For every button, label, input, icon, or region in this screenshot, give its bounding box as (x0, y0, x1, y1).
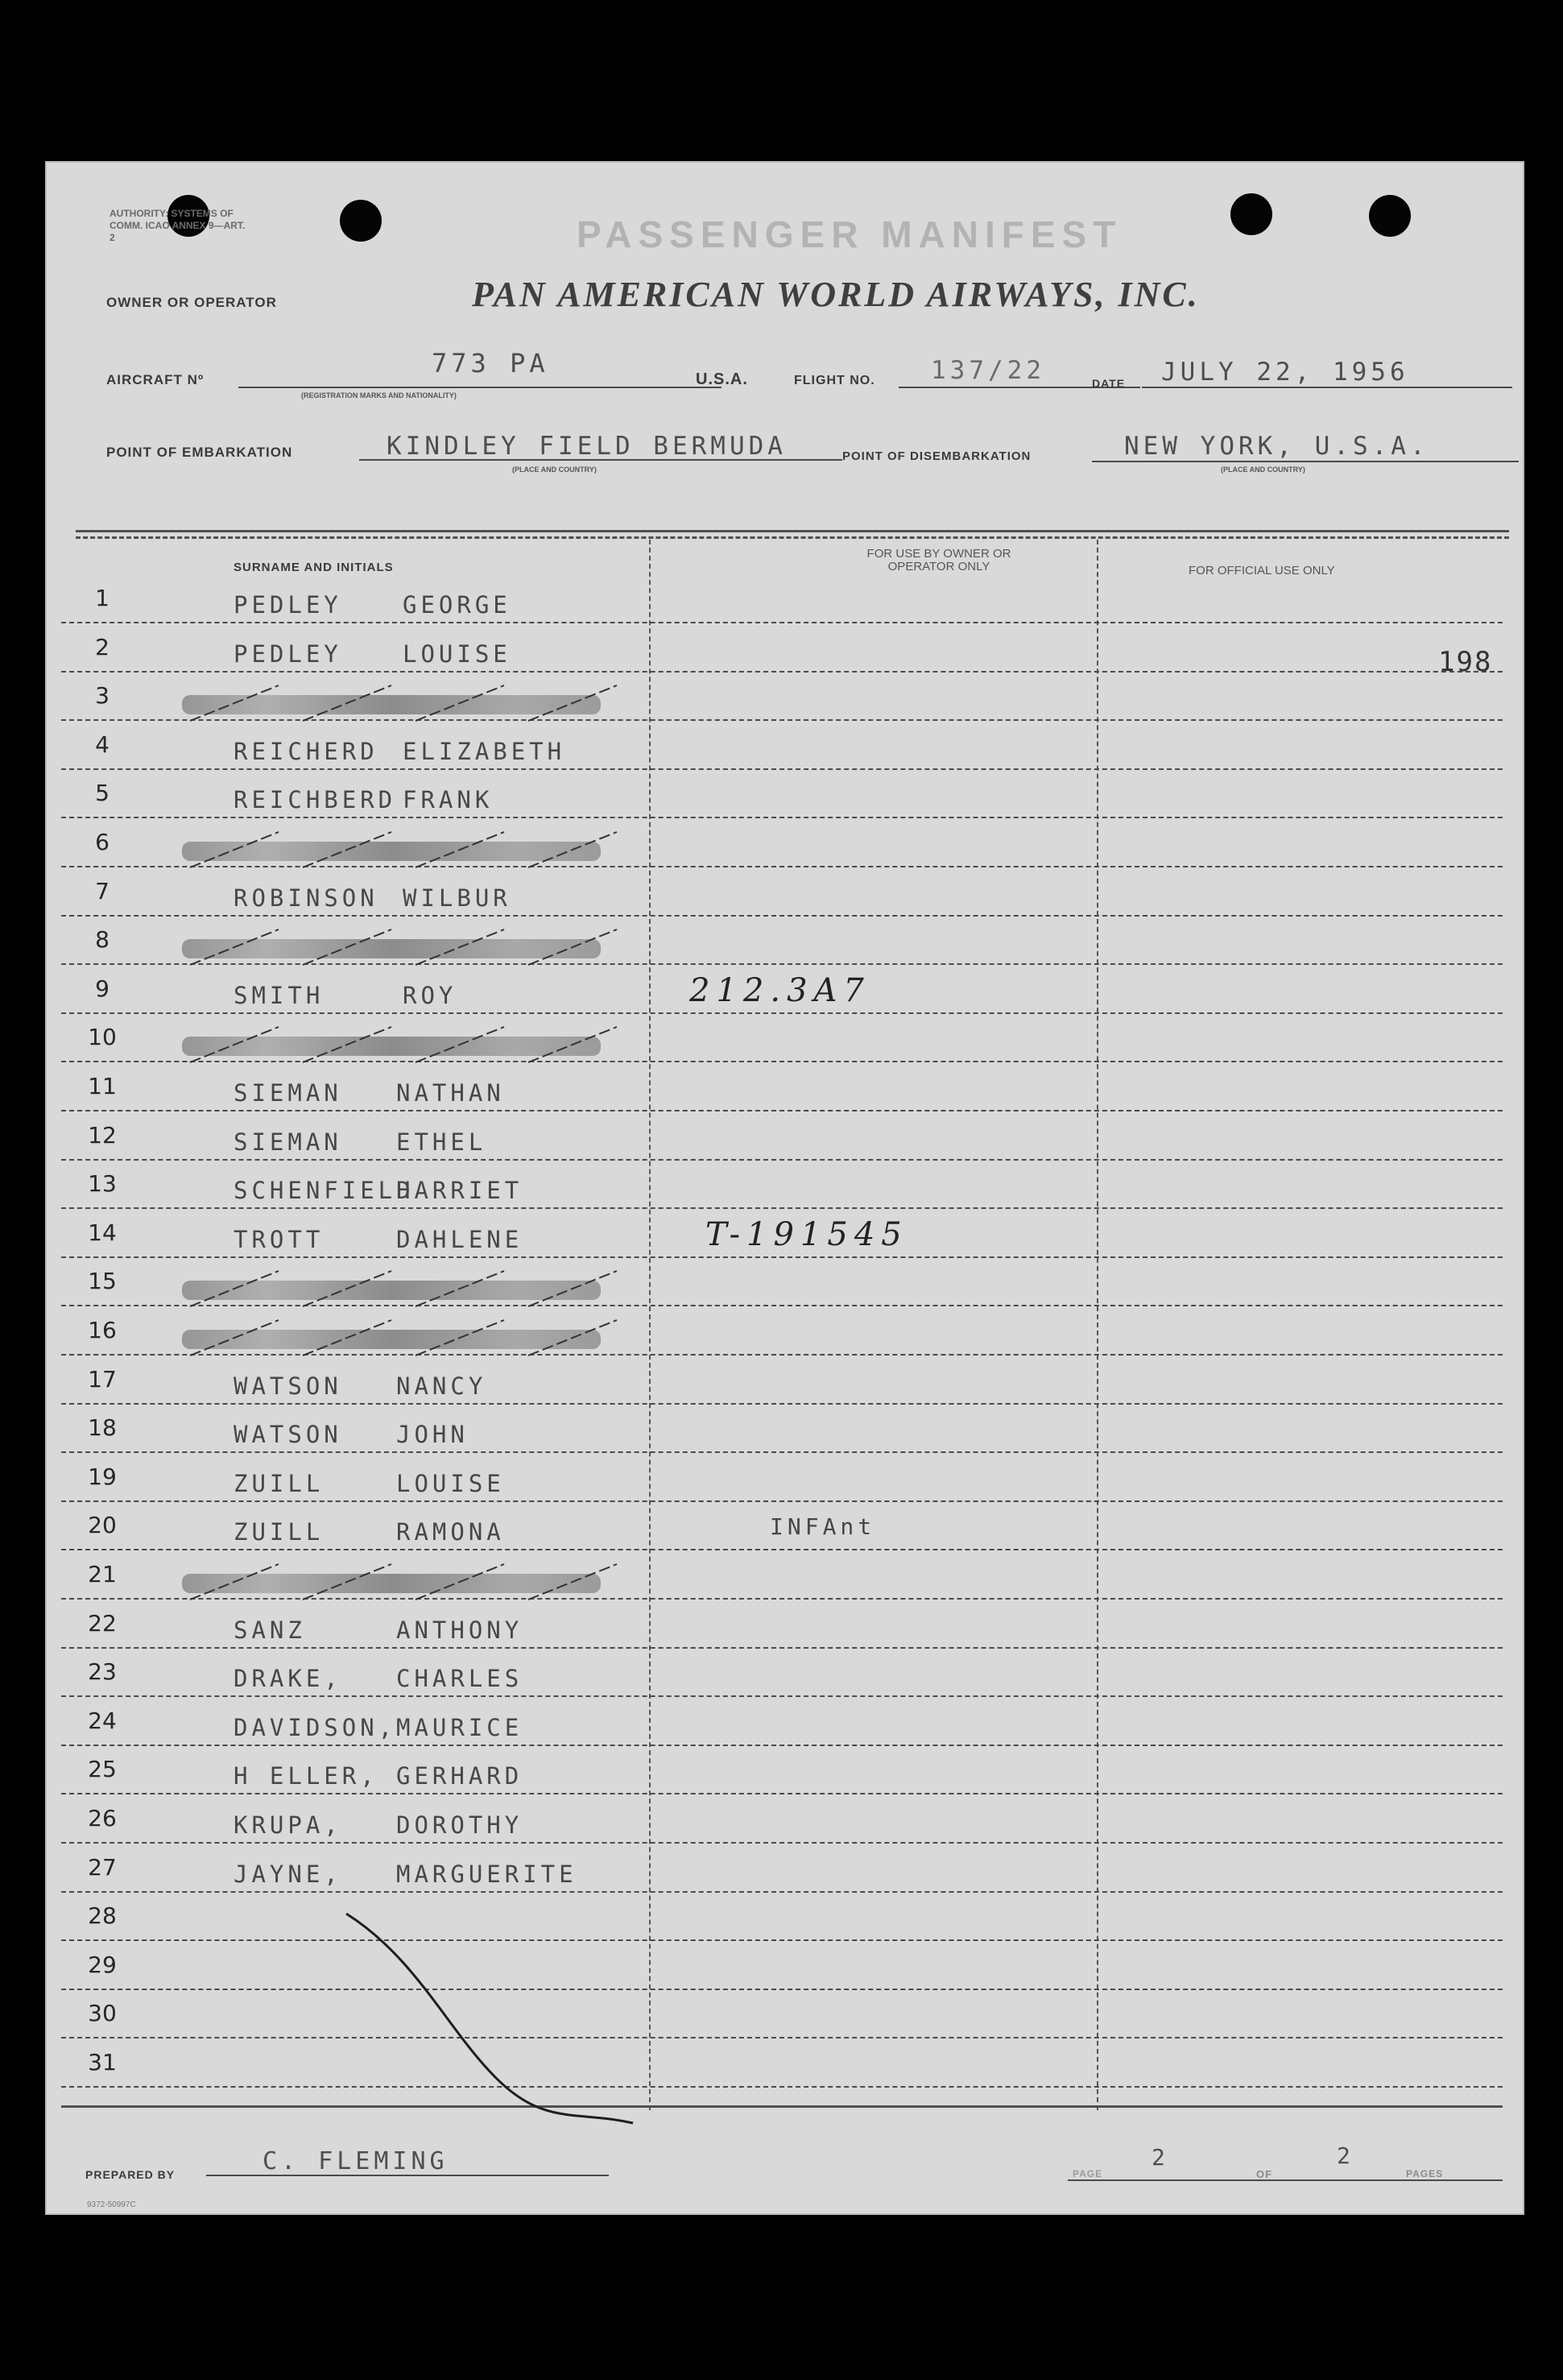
row-number: 9 (95, 975, 110, 1002)
passenger-surname: SIEMAN (234, 1079, 342, 1107)
row-number: 1 (95, 585, 110, 611)
passenger-given-name: GERHARD (396, 1762, 523, 1790)
row-number: 23 (88, 1658, 117, 1686)
passenger-surname: DAVIDSON, (234, 1713, 397, 1741)
embark-place: KINDLEY FIELD BERMUDA (387, 432, 787, 461)
country-label: U.S.A. (696, 370, 748, 388)
row-number: 6 (95, 829, 110, 855)
page-number: 2 (1152, 2144, 1169, 2171)
passenger-given-name: ELIZABETH (403, 737, 566, 765)
row-number: 26 (88, 1805, 117, 1832)
passenger-surname: SMITH (234, 981, 325, 1009)
row-number: 4 (95, 731, 110, 758)
pen-stroke (45, 161, 1524, 2215)
passenger-given-name: FRANK (403, 786, 494, 814)
row-number: 24 (88, 1707, 117, 1734)
passenger-surname: SANZ (234, 1616, 306, 1644)
embark-note: (PLACE AND COUNTRY) (512, 466, 597, 474)
passenger-given-name: NANCY (396, 1372, 487, 1400)
row-number: 10 (88, 1024, 117, 1051)
passenger-given-name: HARRIET (396, 1177, 523, 1205)
row-number: 13 (88, 1170, 117, 1198)
row-number: 18 (88, 1414, 117, 1442)
passenger-surname: PEDLEY (234, 591, 342, 619)
passenger-surname: DRAKE, (234, 1665, 342, 1693)
row-number: 8 (95, 926, 110, 954)
form-title: PASSENGER MANIFEST (577, 213, 1123, 255)
prepared-by: C. FLEMING (263, 2147, 449, 2175)
row-number: 5 (95, 780, 110, 807)
passenger-given-name: CHARLES (396, 1665, 523, 1693)
authority-note: AUTHORITY: SYSTEMS OF COMM. ICAO ANNEX 9—ART. 2 (110, 208, 246, 243)
passenger-given-name: RAMONA (396, 1518, 505, 1546)
passenger-given-name: ANTHONY (396, 1616, 523, 1644)
passenger-surname: TROTT (234, 1225, 325, 1253)
flight-number: 137/22 (931, 356, 1045, 385)
passenger-surname: ROBINSON (234, 884, 378, 912)
margin-number: 198 (1438, 646, 1493, 678)
disembark-place: NEW YORK, U.S.A. (1124, 432, 1429, 461)
passenger-given-name: DAHLENE (396, 1225, 523, 1253)
company-name: PAN AMERICAN WORLD AIRWAYS, INC. (472, 275, 1200, 314)
passenger-given-name: MAURICE (396, 1713, 523, 1741)
aircraft-number: 773 PA (432, 348, 549, 379)
row-number: 31 (88, 2049, 117, 2076)
row-number: 22 (88, 1609, 117, 1637)
column-header-owner: FOR USE BY OWNER OR OPERATOR ONLY (866, 547, 1011, 573)
aircraft-label: AIRCRAFT Nº (106, 372, 205, 387)
owner-label: OWNER OR OPERATOR (106, 295, 277, 310)
pages-label: PAGES (1406, 2168, 1444, 2179)
passenger-surname: H ELLER, (234, 1762, 378, 1790)
form-code: 9372-50997C (87, 2200, 136, 2209)
passenger-given-name: MARGUERITE (396, 1860, 577, 1888)
passenger-surname: ZUILL (234, 1518, 325, 1546)
row-number: 12 (88, 1121, 117, 1149)
row-number: 14 (88, 1219, 117, 1246)
passenger-given-name: ETHEL (396, 1128, 487, 1156)
passenger-note: INFAnt (770, 1513, 876, 1541)
passenger-given-name: NATHAN (396, 1079, 505, 1107)
page-count: 2 (1337, 2142, 1354, 2169)
passenger-surname: KRUPA, (234, 1811, 342, 1839)
passenger-given-name: DOROTHY (396, 1811, 523, 1839)
passenger-surname: PEDLEY (234, 639, 342, 668)
row-number: 28 (88, 1902, 117, 1930)
row-number: 3 (95, 682, 110, 710)
row-number: 29 (88, 1951, 117, 1978)
handwritten-note: 212.3A7 (689, 971, 870, 1009)
passenger-given-name: WILBUR (403, 884, 511, 912)
date-label: DATE (1092, 377, 1126, 390)
page-label: PAGE (1073, 2168, 1103, 2179)
row-number: 11 (88, 1073, 117, 1099)
passenger-surname: REICHERD (234, 737, 378, 765)
embark-label: POINT OF EMBARKATION (106, 445, 293, 460)
row-number: 30 (88, 2000, 117, 2027)
flight-label: FLIGHT NO. (794, 374, 875, 387)
row-number: 19 (88, 1463, 117, 1490)
passenger-given-name: LOUISE (403, 639, 511, 668)
disembark-note: (PLACE AND COUNTRY) (1221, 466, 1305, 474)
passenger-surname: SIEMAN (234, 1128, 342, 1156)
of-label: OF (1256, 2168, 1273, 2180)
row-number: 15 (88, 1268, 117, 1295)
row-number: 2 (95, 633, 110, 660)
row-number: 7 (95, 877, 110, 904)
column-header-surname: SURNAME AND INITIALS (234, 561, 394, 574)
passenger-given-name: ROY (403, 981, 457, 1009)
passenger-given-name: GEORGE (403, 591, 511, 619)
passenger-surname: REICHBERD (234, 786, 397, 814)
passenger-given-name: LOUISE (396, 1469, 505, 1497)
passenger-surname: WATSON (234, 1421, 342, 1449)
row-number: 20 (88, 1512, 117, 1539)
passenger-given-name: JOHN (396, 1421, 469, 1449)
prepared-label: PREPARED BY (85, 2168, 176, 2181)
passenger-surname: WATSON (234, 1372, 342, 1400)
row-number: 17 (88, 1365, 117, 1393)
flight-date: JULY 22, 1956 (1161, 358, 1409, 387)
row-number: 16 (88, 1317, 117, 1343)
row-number: 27 (88, 1853, 117, 1881)
passenger-surname: JAYNE, (234, 1860, 342, 1888)
row-number: 21 (88, 1561, 117, 1587)
aircraft-note: (REGISTRATION MARKS AND NATIONALITY) (301, 391, 457, 399)
handwritten-note: T-191545 (705, 1215, 908, 1253)
column-header-official: FOR OFFICIAL USE ONLY (1189, 564, 1335, 577)
disembark-label: POINT OF DISEMBARKATION (842, 449, 1032, 463)
row-number: 25 (88, 1756, 117, 1783)
manifest-sheet (45, 161, 1524, 2215)
passenger-surname: ZUILL (234, 1469, 325, 1497)
passenger-surname: SCHENFIELD (234, 1177, 415, 1205)
